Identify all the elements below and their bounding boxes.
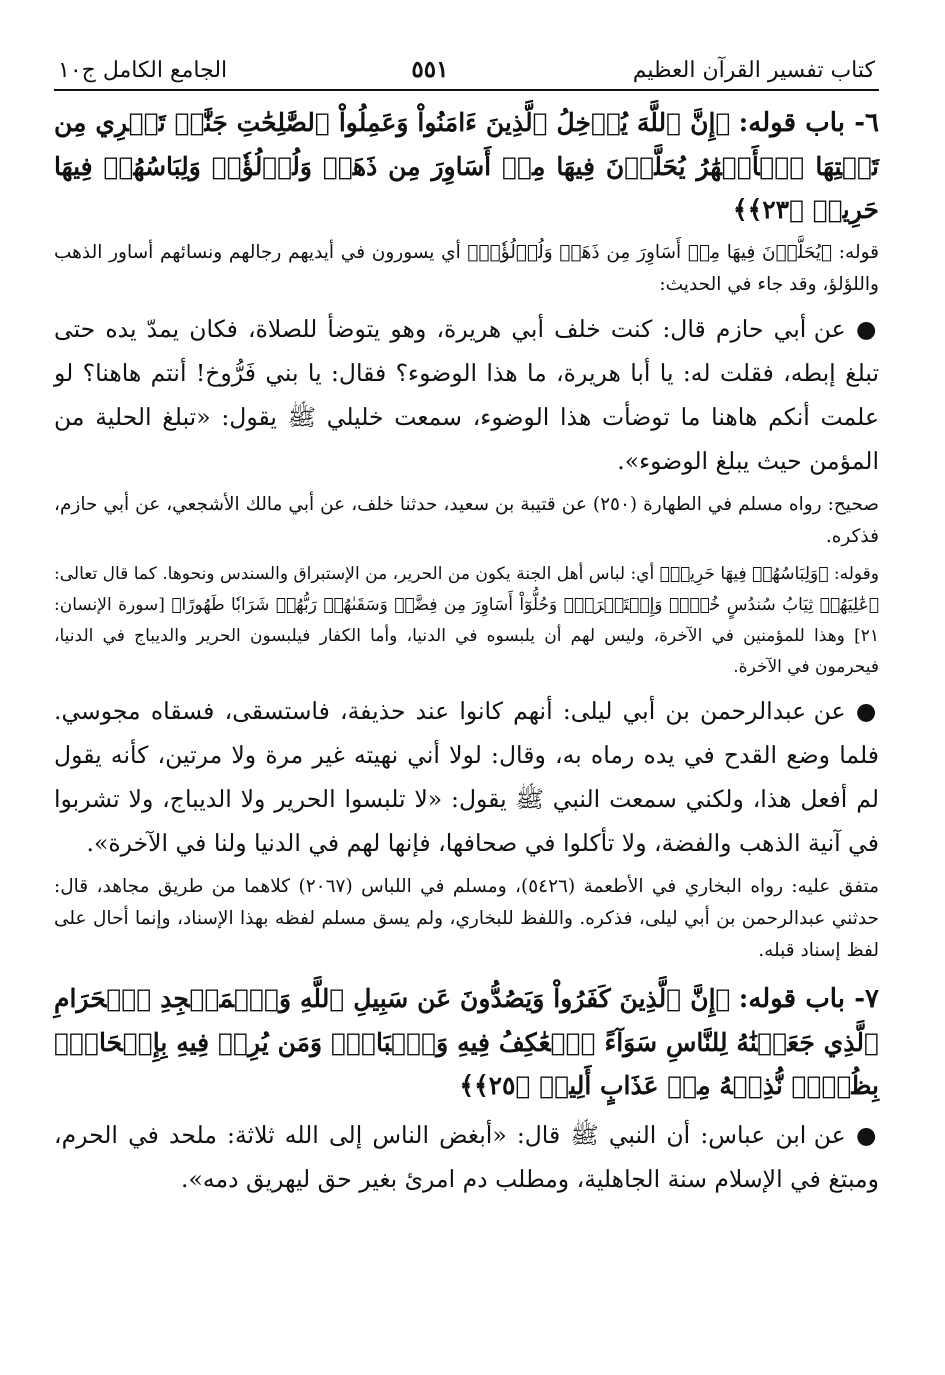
section-6-heading: ٦- باب قوله:: [738, 108, 880, 138]
hadith-abu-hazim: [54, 307, 879, 483]
volume-title: الجامع الكامل ج١٠: [58, 58, 228, 83]
running-header: [54, 56, 879, 89]
hadith-text: عن ابن عباس: أن النبي ﷺ قال: «أبغض الناس إلى الله ثلاثة: ملحد في الحرم، ومبتغ في الإسلام سنة الجاهلية، ومطلب دم امرئ بغير حق ليهريق دمه».: [54, 1121, 879, 1193]
hadith-ibn-abi-layla: [54, 689, 879, 865]
section-7-verse: [54, 977, 879, 1107]
section-6-verse: [54, 101, 879, 231]
section-7-heading: ٧- باب قوله:: [738, 984, 879, 1014]
takhrij-note-1: صحيح: رواه مسلم في الطهارة (٢٥٠) عن قتيبة بن سعيد، حدثنا خلف، عن أبي مالك الأشجعي، عن أبي حازم، فذكره.: [54, 494, 879, 547]
page-number: ٥٥١: [411, 56, 449, 83]
bullet-icon: ●: [855, 1121, 879, 1149]
book-title: كتاب تفسير القرآن العظيم: [632, 58, 875, 83]
takhrij-note-2: متفق عليه: رواه البخاري في الأطعمة (٥٤٢٦)، ومسلم في اللباس (٢٠٦٧) كلاهما من طريق مجاهد، قال: حدثني عبدالرحمن بن أبي ليلى، فذكره. واللفظ للبخاري، ولم يسق مسلم لفظه بهذا الإسناد، وإنما أحال على لفظ إسناد قبله.: [54, 876, 880, 961]
commentary-paragraph-2: وقوله: ﴿وَلِبَاسُهُمۡ فِيهَا حَرِيرٞ﴾ أي: لباس أهل الجنة يكون من الحرير، من الإستبراق والسندس ونحوها. كما قال تعالى: ﴿عَٰلِيَهُمۡ ثِيَابُ سُندُسٍ خُضۡرٞ وَإِسۡتَبۡرَقٞۖ وَحُلُّوٓاْ أَسَاوِرَ مِن فِضَّةٖ وَسَقَىٰهُمۡ رَبُّهُمۡ شَرَابٗا طَهُورًا﴾ [سورة الإنسان: ٢١] وهذا للمؤمنين في الآخرة، وليس لهم أن يلبسوه في الدنيا، وأما الكفار فيلبسون الحرير والديباج في الدنيا، فيحرمون في الآخرة.: [54, 564, 879, 677]
bullet-icon: ●: [855, 315, 879, 343]
header-rule: [54, 89, 879, 91]
hadith-text: عن عبدالرحمن بن أبي ليلى: أنهم كانوا عند حذيفة، فاستسقى، فسقاه مجوسي. فلما وضع القدح في يده رماه به، وقال: لولا أني نهيته غير مرة ولا مرتين، كأنه يقول لم أفعل هذا، ولكني سمعت النبي ﷺ يقول: «لا تلبسوا الحرير ولا الديباج، ولا تشربوا في آنية الذهب والفضة، ولا تأكلوا في صحافها، فإنها لهم في الدنيا ولنا في الآخرة».: [54, 697, 879, 857]
section-7-ayah: ﴿إِنَّ ٱلَّذِينَ كَفَرُواْ وَيَصُدُّونَ عَن سَبِيلِ ٱللَّهِ وَٱلۡمَسۡجِدِ ٱلۡحَرَامِ ٱلَّذِي جَعَلۡنَٰهُ لِلنَّاسِ سَوَآءً ٱلۡعَٰكِفُ فِيهِ وَٱلۡبَادِۚ وَمَن يُرِدۡ فِيهِ بِإِلۡحَادِۭ بِظُلۡمٖ نُّذِقۡهُ مِنۡ عَذَابٍ أَلِيمٖ ﴿٢٥﴾﴾: [54, 984, 879, 1100]
hadith-text: عن أبي حازم قال: كنت خلف أبي هريرة، وهو يتوضأ للصلاة، فكان يمدّ يده حتى تبلغ إبطه، فقلت له: يا أبا هريرة، ما هذا الوضوء؟ فقال: يا بني فَرُّوخ! أنتم هاهنا؟ لو علمت أنكم هاهنا ما توضأت هذا الوضوء، سمعت خليلي ﷺ يقول: «تبلغ الحلية من المؤمن حيث يبلغ الوضوء».: [54, 315, 879, 475]
bullet-icon: ●: [855, 697, 879, 725]
commentary-paragraph-1: قوله: ﴿يُحَلَّوۡنَ فِيهَا مِنۡ أَسَاوِرَ مِن ذَهَبٖ وَلُؤۡلُؤٗاۖ﴾ أي يسورون في أيديهم رجالهم ونسائهم أساور الذهب واللؤلؤ، وقد جاء في الحديث:: [54, 242, 879, 295]
section-6-ayah: ﴿إِنَّ ٱللَّهَ يُدۡخِلُ ٱلَّذِينَ ءَامَنُواْ وَعَمِلُواْ ٱلصَّٰلِحَٰتِ جَنَّٰتٖ تَجۡرِي مِن تَحۡتِهَا ٱلۡأَنۡهَٰرُ يُحَلَّوۡنَ فِيهَا مِنۡ أَسَاوِرَ مِن ذَهَبٖ وَلُؤۡلُؤٗاۖ وَلِبَاسُهُمۡ فِيهَا حَرِيرٞ ﴿٢٣﴾﴾: [54, 108, 879, 224]
hadith-ibn-abbas: [54, 1113, 879, 1201]
